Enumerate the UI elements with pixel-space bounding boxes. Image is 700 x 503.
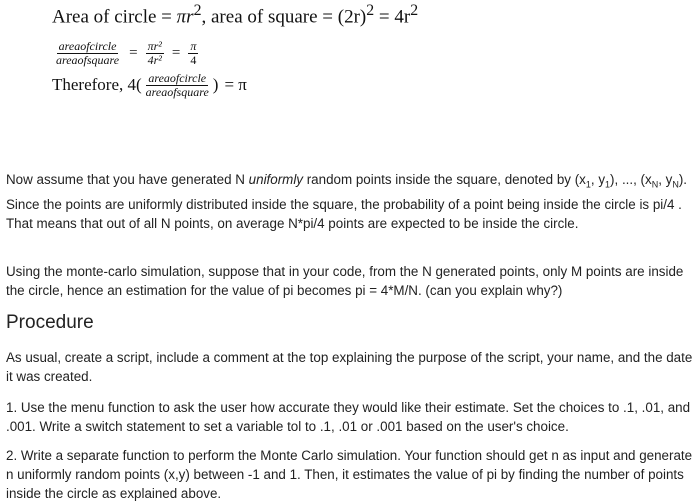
eq-text: = π <box>224 75 247 95</box>
fraction-numerator: areaofcircle <box>148 71 207 85</box>
fraction-denominator: 4r² <box>147 52 162 67</box>
eq-text: , area of square = (2r) <box>201 6 367 28</box>
eq-text: πr <box>176 6 194 28</box>
fraction-numerator: π <box>190 39 197 53</box>
eq-exponent: 2 <box>193 2 202 19</box>
fraction-denominator: areaofsquare <box>56 52 120 67</box>
fraction-numerator: areaofcircle <box>58 39 117 53</box>
eq-exponent: 2 <box>366 2 375 19</box>
fraction-denominator: 4 <box>190 52 197 67</box>
fraction-circle-over-square <box>54 40 121 66</box>
paragraph-create-script: As usual, create a script, include a comment at the top explaining the purpose of the script, your name, and the date it was created. <box>6 350 693 384</box>
eq-text: = 4r <box>374 6 411 28</box>
fraction-pi-over-4 <box>188 40 198 66</box>
paragraph-monte-carlo: Using the monte-carlo simulation, suppose that in your code, from the N generated points, only M points are inside the circle, hence an estimation for the value of pi becomes pi = 4*M/N. (can you explain why?) <box>6 264 684 298</box>
equals-sign: = <box>129 44 138 61</box>
fraction-pir2-over-4r2 <box>146 40 164 66</box>
eq-text: ) <box>212 75 219 95</box>
fraction-numerator: πr² <box>147 39 162 53</box>
equation-area-ratio <box>52 40 200 66</box>
eq-text: Therefore, 4( <box>52 75 142 95</box>
equals-sign: = <box>171 44 181 61</box>
eq-exponent: 2 <box>410 2 419 19</box>
procedure-heading: Procedure <box>6 312 94 333</box>
fraction-circle-over-square <box>144 72 211 98</box>
fraction-denominator: areaofsquare <box>145 84 209 99</box>
eq-text: Area of circle = <box>52 6 177 28</box>
paragraph-step-1: 1. Use the menu function to ask the user how accurate they would like their estimate. Set the choices to .1, .01, and .001. Write a switch statement to set a variable tol to .1, .01 or .001 based on the user's choice. <box>6 400 691 434</box>
equation-therefore <box>52 72 253 98</box>
paragraph-uniform-points: Now assume that you have generated N uniformly random points inside the square, denoted by ($x_1$, $y_1$), ..., ($x_N$, $y_N$). Since the points are uniformly distributed inside the square, the probability of a point being inside the circle is pi/4 . That means that out of all N points, on average N*pi/4 points are expected to be inside the circle. <box>6 172 688 231</box>
equation-area-formulas <box>52 2 418 28</box>
paragraph-step-2: 2. Write a separate function to perform the Monte Carlo simulation. Your function should get n as input and generate n uniformly random points (x,y) between -1 and 1. Then, it estimates the value of pi by finding the number of points inside the circle as explained above. <box>6 448 693 501</box>
